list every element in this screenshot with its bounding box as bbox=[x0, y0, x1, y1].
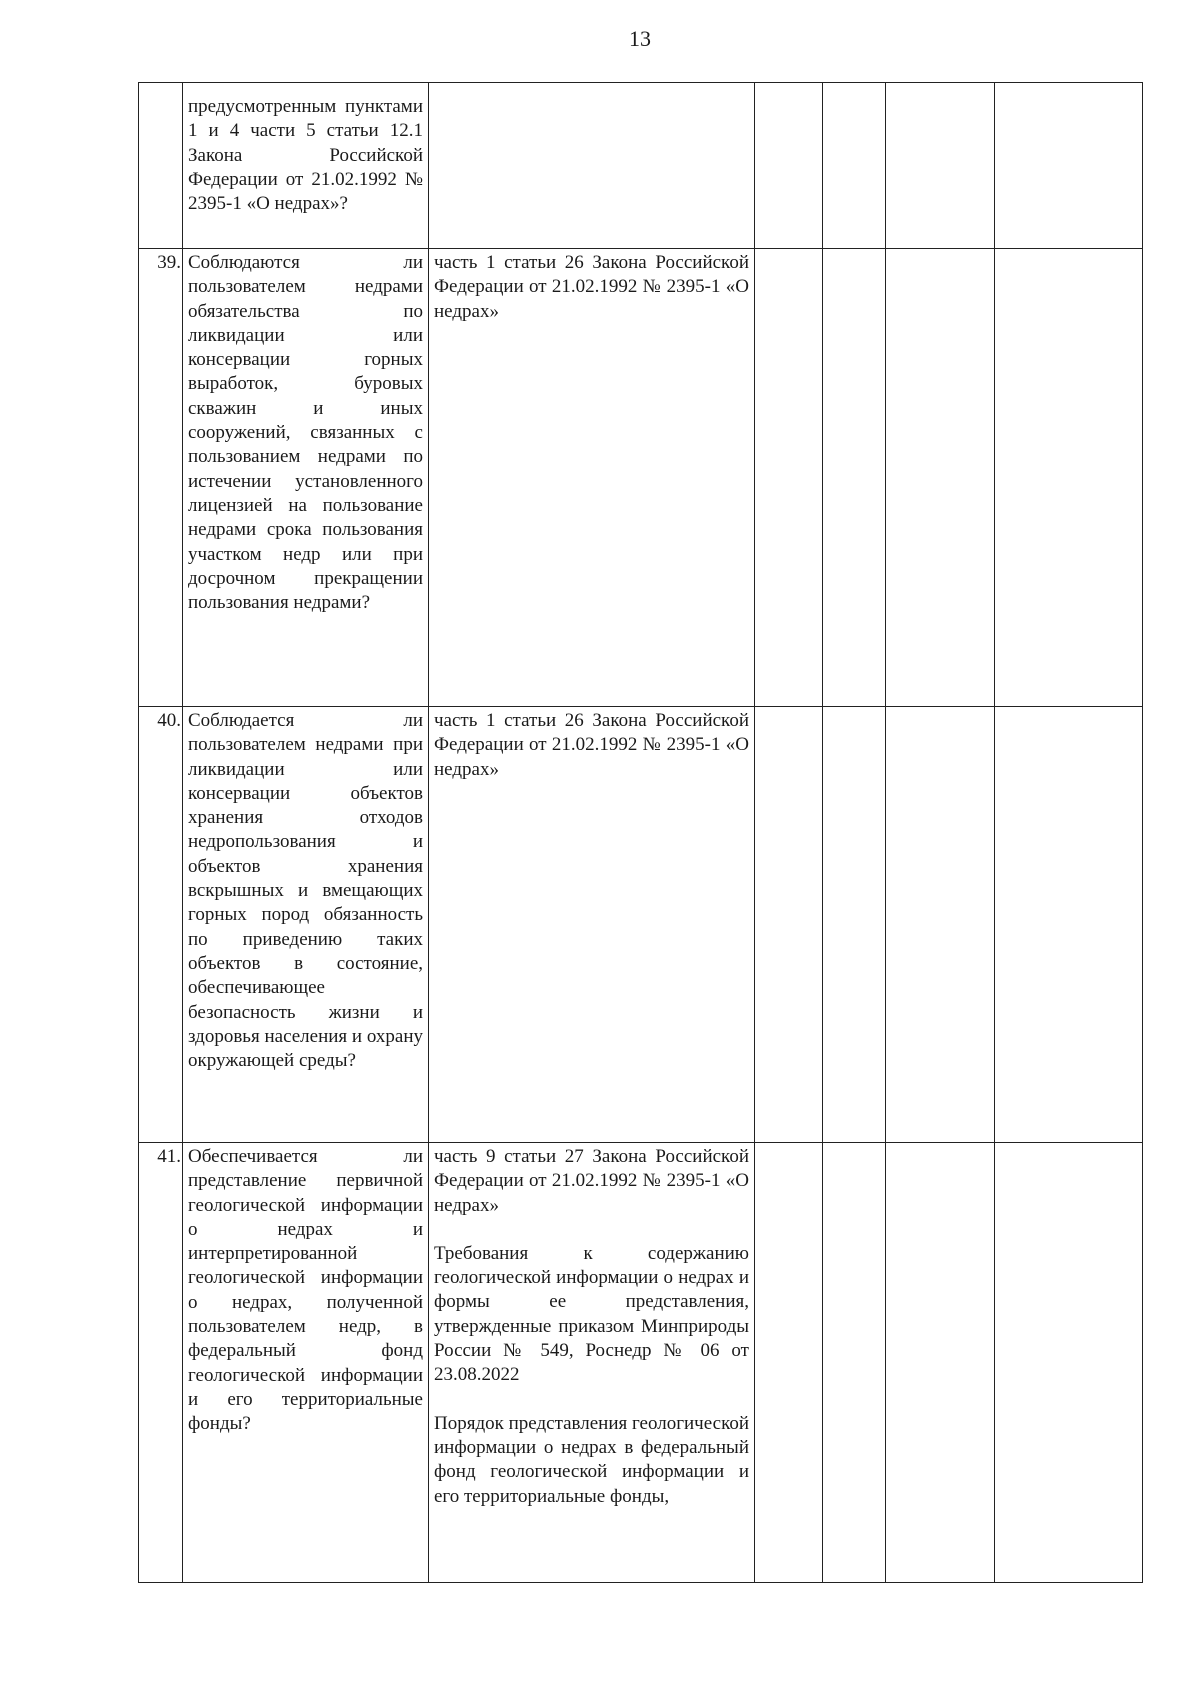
row-number: 39. bbox=[139, 249, 183, 707]
table-row bbox=[139, 249, 1143, 707]
table-row bbox=[139, 1143, 1143, 1583]
requirement-text: Порядок представления геологической информации о недрах в федеральный фонд геологической информации и его территориальные фонды, bbox=[434, 1412, 749, 1507]
empty-cell bbox=[823, 83, 886, 249]
row-number: 40. bbox=[139, 707, 183, 1143]
empty-cell bbox=[886, 1143, 995, 1583]
requirement-cell bbox=[429, 707, 755, 1143]
empty-cell bbox=[823, 1143, 886, 1583]
row-number: 41. bbox=[139, 1143, 183, 1583]
table-row bbox=[139, 83, 1143, 249]
question-cell: Обеспечивается ли представление первичной геологической информации о недрах и интерпретированной геологической информации о недрах, полученной пользователем недр, в федеральный фонд геологической информации и его территориальные фонды? bbox=[183, 1143, 429, 1583]
empty-cell bbox=[995, 707, 1143, 1143]
requirement-text: часть 9 статьи 27 Закона Российской Федерации от 21.02.1992 № 2395-1 «О недрах» bbox=[434, 1146, 749, 1216]
empty-cell bbox=[823, 707, 886, 1143]
requirement-text: часть 1 статьи 26 Закона Российской Федерации от 21.02.1992 № 2395-1 «О недрах» bbox=[434, 710, 749, 780]
requirement-cell bbox=[429, 249, 755, 707]
empty-cell bbox=[755, 83, 823, 249]
empty-cell bbox=[823, 249, 886, 707]
requirement-cell bbox=[429, 83, 755, 249]
empty-cell bbox=[886, 249, 995, 707]
row-number bbox=[139, 83, 183, 249]
checklist-table bbox=[138, 82, 1143, 1583]
requirement-text: Требования к содержанию геологической информации о недрах и формы ее представления, утвержденные приказом Минприроды России № 549, Роснедр № 06 от 23.08.2022 bbox=[434, 1242, 749, 1386]
empty-cell bbox=[995, 83, 1143, 249]
empty-cell bbox=[886, 83, 995, 249]
page-number: 13 bbox=[629, 26, 651, 51]
question-cell: Соблюдаются ли пользователем недрами обязательства по ликвидации или консервации горных выработок, буровых скважин и иных сооружений, связанных с пользованием недрами по истечении установленного лицензией на пользование недрами срока пользования участком недр или при досрочном прекращении пользования недрами? bbox=[183, 249, 429, 707]
empty-cell bbox=[886, 707, 995, 1143]
table-row bbox=[139, 707, 1143, 1143]
empty-cell bbox=[755, 249, 823, 707]
requirement-cell bbox=[429, 1143, 755, 1583]
empty-cell bbox=[755, 1143, 823, 1583]
empty-cell bbox=[995, 249, 1143, 707]
requirement-text: часть 1 статьи 26 Закона Российской Федерации от 21.02.1992 № 2395-1 «О недрах» bbox=[434, 252, 749, 322]
empty-cell bbox=[995, 1143, 1143, 1583]
empty-cell bbox=[755, 707, 823, 1143]
question-cell: предусмотренным пунктами 1 и 4 части 5 статьи 12.1 Закона Российской Федерации от 21.02.1992 № 2395-1 «О недрах»? bbox=[183, 83, 429, 249]
question-cell: Соблюдается ли пользователем недрами при ликвидации или консервации объектов хранения отходов недропользования и объектов хранения вскрышных и вмещающих горных пород обязанность по приведению таких объектов в состояние, обеспечивающее безопасность жизни и здоровья населения и охрану окружающей среды? bbox=[183, 707, 429, 1143]
